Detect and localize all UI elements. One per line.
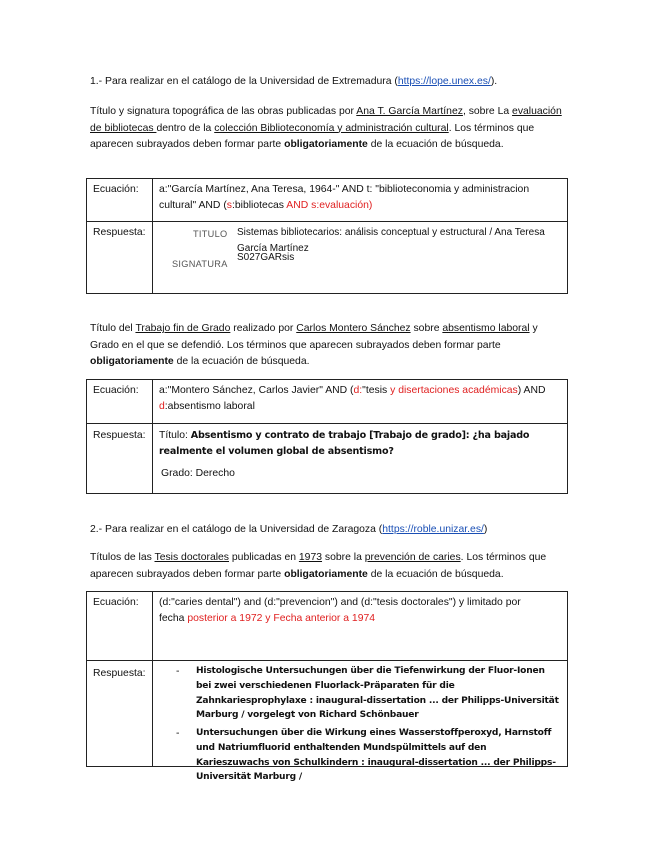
ecuacion-label: Ecuación: bbox=[93, 597, 139, 608]
section1-heading: 1.- Para realizar en el catálogo de la Universidad de Extremadura (https://lope.unex.es/). bbox=[90, 76, 498, 87]
unizar-catalog-link[interactable]: https://roble.unizar.es/ bbox=[382, 524, 484, 535]
section2-heading: 2.- Para realizar en el catálogo de la Universidad de Zaragoza (https://roble.unizar.es/) bbox=[90, 524, 488, 535]
titulo-label: TITULO bbox=[193, 229, 228, 239]
table-divider bbox=[86, 423, 568, 424]
table-column-divider bbox=[152, 379, 153, 494]
section2-question1: Títulos de las Tesis doctorales publicadas en 1973 sobre la prevención de caries. Los términos que aparecen subrayados deben formar parte obligatoriamente de la ecuación de búsqueda. bbox=[90, 552, 547, 580]
section1-question1: Título y signatura topográfica de las obras publicadas por Ana T. García Martínez, sobre La evaluación de bibliotecas dentro de la colección Biblioteconomía y administración cultural. Los términos que aparecen subrayados deben formar parte obligatoriamente de la ecuación de búsqueda. bbox=[90, 106, 562, 150]
table-column-divider bbox=[152, 178, 153, 294]
list-item: Untersuchungen über die Wirkung eines Wasserstoffperoxyd, Harnstoff und Natriumfluorid enthaltenden Mundspülmittels auf den Karieszuwachs von Schulkindern : inaugural-dissertation ... der Philipps-Universität Marburg / bbox=[196, 728, 556, 783]
section1-question2: Título del Trabajo fin de Grado realizado por Carlos Montero Sánchez sobre absentismo laboral y Grado en el que se defendió. Los términos que aparecen subrayados deben formar parte obligatoriamente de la ecuación de búsqueda. bbox=[90, 323, 538, 367]
respuesta-label: Respuesta: bbox=[93, 227, 146, 238]
signatura-label: SIGNATURA bbox=[172, 259, 228, 269]
ecuacion-value: a:"Montero Sánchez, Carlos Javier" AND (d:"tesis y disertaciones académicas) AND d:absentismo laboral bbox=[159, 385, 546, 412]
table-divider bbox=[86, 660, 568, 661]
ecuacion-label: Ecuación: bbox=[93, 385, 139, 396]
ecuacion-label: Ecuación: bbox=[93, 184, 139, 195]
respuesta-label: Respuesta: bbox=[93, 668, 146, 679]
ecuacion-value: a:"García Martínez, Ana Teresa, 1964-" AND t: "biblioteconomia y administracion cultural" AND (s:bibliotecas AND s:evaluación) bbox=[159, 184, 530, 211]
titulo-value: Sistemas bibliotecarios: análisis conceptual y estructural / Ana Teresa García Martínez bbox=[237, 227, 545, 254]
list-item: Histologische Untersuchungen über die Tiefenwirkung der Fluor-Ionen bei zwei verschiedenen Fluorlack-Präparaten für die Zahnkariesprophylaxe : inaugural-dissertation ... der Philipps-Universität Marburg / vorgelegt von Richard Schönbauer bbox=[196, 666, 559, 721]
list-bullet: - bbox=[176, 728, 180, 739]
respuesta-label: Respuesta: bbox=[93, 430, 146, 441]
table-column-divider bbox=[152, 591, 153, 767]
signatura-value: S027GARsis bbox=[237, 252, 295, 263]
list-bullet: - bbox=[176, 666, 180, 677]
table-divider bbox=[86, 221, 568, 222]
unex-catalog-link[interactable]: https://lope.unex.es/ bbox=[397, 76, 491, 87]
titulo-value: Título: Absentismo y contrato de trabajo [Trabajo de grado]: ¿ha bajado realmente el volumen global de absentismo? bbox=[159, 430, 530, 457]
ecuacion-value: (d:"caries dental") and (d:"prevencion") and (d:"tesis doctorales") y limitado por fecha posterior a 1972 y Fecha anterior a 1974 bbox=[159, 597, 521, 624]
grado-value: Grado: Derecho bbox=[161, 468, 235, 479]
